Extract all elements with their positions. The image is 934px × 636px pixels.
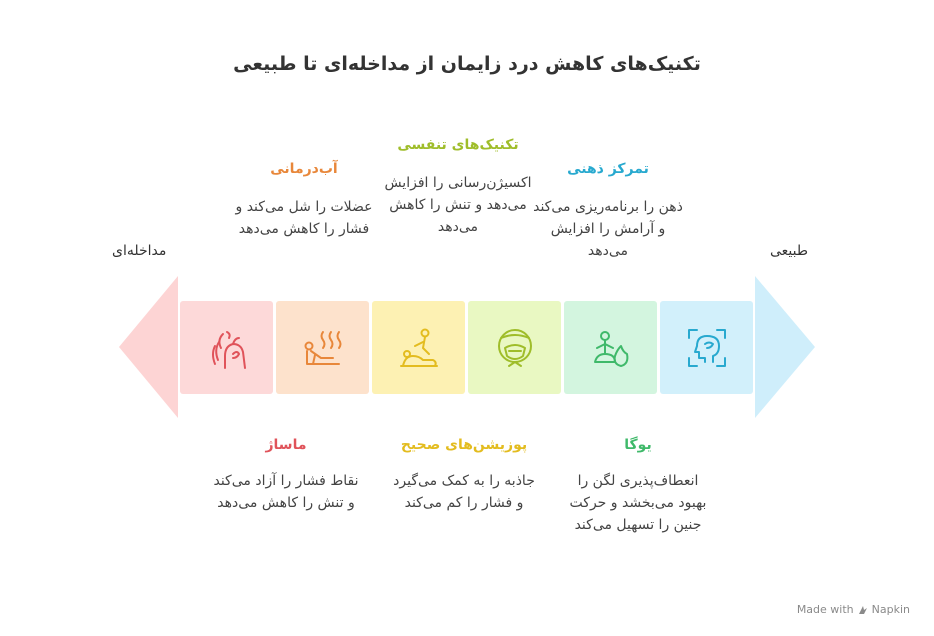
tile-hydrotherapy xyxy=(276,301,369,394)
arrow-head-left xyxy=(119,276,178,418)
tile-breathing xyxy=(468,301,561,394)
desc-massage: نقاط فشار را آزاد می‌کند و تنش را کاهش می‌دهد xyxy=(213,473,359,511)
watermark xyxy=(797,603,910,616)
yoga-icon xyxy=(587,324,635,372)
heading-hydrotherapy: آب‌درمانی xyxy=(270,161,338,177)
heading-positions: پوزیشن‌های صحیح xyxy=(400,437,528,453)
heading-mental-focus: تمرکز ذهنی xyxy=(567,161,649,177)
heading-massage: ماساژ xyxy=(265,437,307,453)
tile-yoga xyxy=(564,301,657,394)
tile-massage xyxy=(180,301,273,394)
desc-breathing: اکسیژن‌رسانی را افزایش می‌دهد و تنش را کاهش می‌دهد xyxy=(384,175,532,235)
diagram-title: تکنیک‌های کاهش درد زایمان از مداخله‌ای تا طبیعی xyxy=(233,53,701,75)
napkin-logo-icon xyxy=(858,605,868,615)
desc-positions: جاذبه را به کمک می‌گیرد و فشار را کم می‌کند xyxy=(393,473,535,511)
desc-hydrotherapy: عضلات را شل می‌کند و فشار را کاهش می‌دهد xyxy=(235,199,373,237)
massage-icon xyxy=(203,324,251,372)
position-icon xyxy=(395,324,443,372)
desc-yoga: انعطاف‌پذیری لگن را بهبود می‌بخشد و حرکت جنین را تسهیل می‌کند xyxy=(569,473,707,533)
watermark-brand: Napkin xyxy=(871,603,910,616)
hot-bath-icon xyxy=(299,324,347,372)
tile-positions xyxy=(372,301,465,394)
axis-left-label: مداخله‌ای xyxy=(112,243,167,259)
axis-right-label: طبیعی xyxy=(770,243,809,259)
mind-focus-icon xyxy=(683,324,731,372)
tile-mental-focus xyxy=(660,301,753,394)
desc-mental-focus: ذهن را برنامه‌ریزی می‌کند و آرامش را افزایش می‌دهد xyxy=(533,199,683,259)
heading-breathing: تکنیک‌های تنفسی xyxy=(397,137,519,153)
heading-yoga: یوگا xyxy=(624,437,652,453)
breathing-mask-icon xyxy=(491,324,539,372)
watermark-text: Made with xyxy=(796,603,854,616)
arrow-head-right xyxy=(755,276,815,418)
